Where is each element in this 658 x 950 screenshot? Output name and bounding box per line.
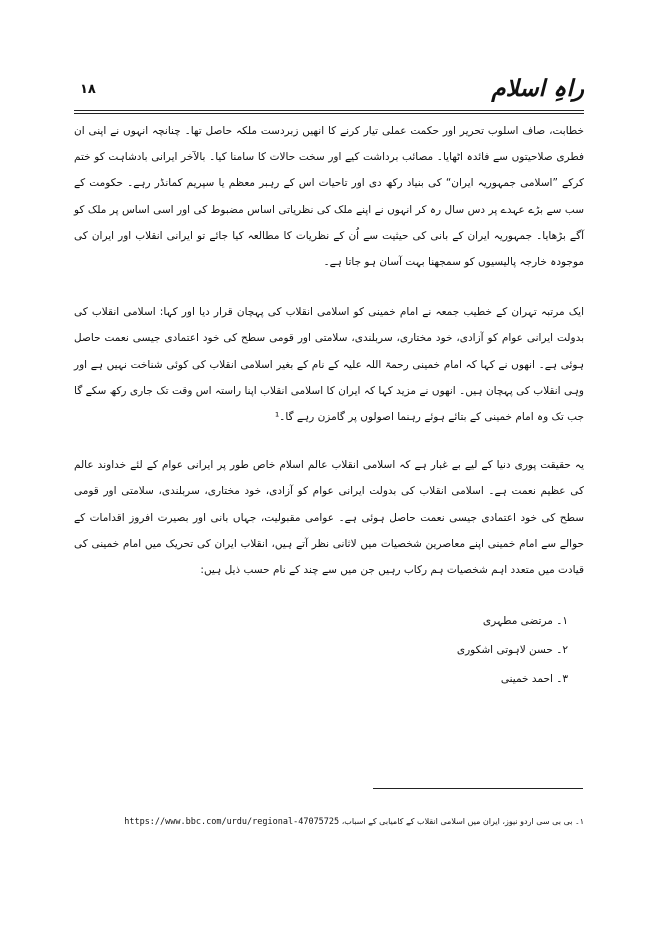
list-item: ۱۔ مرتضی مطہری [482, 615, 568, 628]
footnote [74, 815, 584, 829]
journal-title: راہِ اسلام [491, 75, 584, 102]
list-item: ۲۔ حسن لاہوتی اشکوری [456, 644, 568, 657]
header-rule [74, 110, 584, 114]
paragraph-2: ایک مرتبہ تہران کے خطیب جمعہ نے امام خمینی کو اسلامی انقلاب کی پہچان قرار دیا اور کہا: اسلامی انقلاب کی بدولت ایرانی عوام کو آزادی، خود مختاری، سربلندی، سلامتی اور قومی سطح کی خود اعتمادی جیسی نعمت حاصل ہوئی ہے۔ انھوں نے کہا کہ امام خمینی رحمۃ اللہ علیہ کے نام کے بغیر اسلامی انقلاب کی کوئی شناخت نہیں ہے اور وہی انقلاب کی پہچان ہیں۔ انھوں نے مزید کہا کہ ایران کا اسلامی انقلاب اپنا راستہ اس وقت تک جاری رکھ سکے گا جب تک وہ امام خمینی کے بتائے ہوئے رہنما اصولوں پر گامزن رہے گا۔¹ [74, 306, 584, 424]
paragraph-1: خطابت، صاف اسلوب تحریر اور حکمت عملی تیار کرنے کا انھیں زبردست ملکہ حاصل تھا۔ چنانچہ انہوں نے اپنی ان فطری صلاحیتوں سے فائدہ اٹھایا۔ مصائب برداشت کیے اور سخت حالات کا سامنا کیا۔ بالآخر ایرانی بادشاہت کو ختم کرکے ”اسلامی جمہوریہ ایران“ کی بنیاد رکھ دی اور تاحیات اس کے رہبر معظم یا سپریم کمانڈر رہے۔ حکومت کے سب سے بڑے عہدے پر دس سال رہ کر انہوں نے اپنے ملک کی نظریاتی اساس مضبوط کی اور اسی اساس پر ملک کو آگے بڑھایا۔ جمہوریہ ایران کے بانی کی حیثیت سے اُن کے نظریات کا مطالعہ کیا جائے تو ایرانی انقلاب اور ایران کی موجودہ خارجہ پالیسیوں کو سمجھنا بہت آسان ہو جاتا ہے۔ [74, 125, 584, 269]
page-number: ۱۸ [80, 82, 96, 97]
names-list [74, 607, 584, 694]
paragraph-3: یہ حقیقت پوری دنیا کے لیے بے غبار ہے کہ اسلامی انقلاب عالم اسلام خاص طور پر ایرانی عوام کے لئے خداوند عالم کی عظیم نعمت ہے۔ اسلامی انقلاب کی بدولت ایرانی عوام کو آزادی، خود مختاری، سربلندی، سلامتی اور قومی سطح کی خود اعتمادی جیسی نعمت حاصل ہوئی ہے۔ عوامی مقبولیت، جہاں بانی اور بصیرت افروز اقدامات کے حوالے سے امام خمینی اپنے معاصرین شخصیات میں لاثانی نظر آتے ہیں، انقلاب ایران کی تحریک میں امام خمینی کی قیادت میں متعدد اہم شخصیات ہم رکاب رہیں جن میں سے چند کے نام حسب ذیل ہیں: [74, 459, 584, 577]
footnote-text: ۱۔ بی بی سی اردو نیوز، ایران میں اسلامی انقلاب کے کامیابی کے اسباب، [341, 817, 584, 826]
page-body [74, 118, 584, 694]
list-item: ۳۔ احمد خمینی [500, 673, 568, 686]
footnote-url[interactable]: https://www.bbc.com/urdu/regional-47075725 [124, 817, 340, 827]
page-header [74, 74, 584, 114]
footnote-divider [373, 788, 583, 789]
